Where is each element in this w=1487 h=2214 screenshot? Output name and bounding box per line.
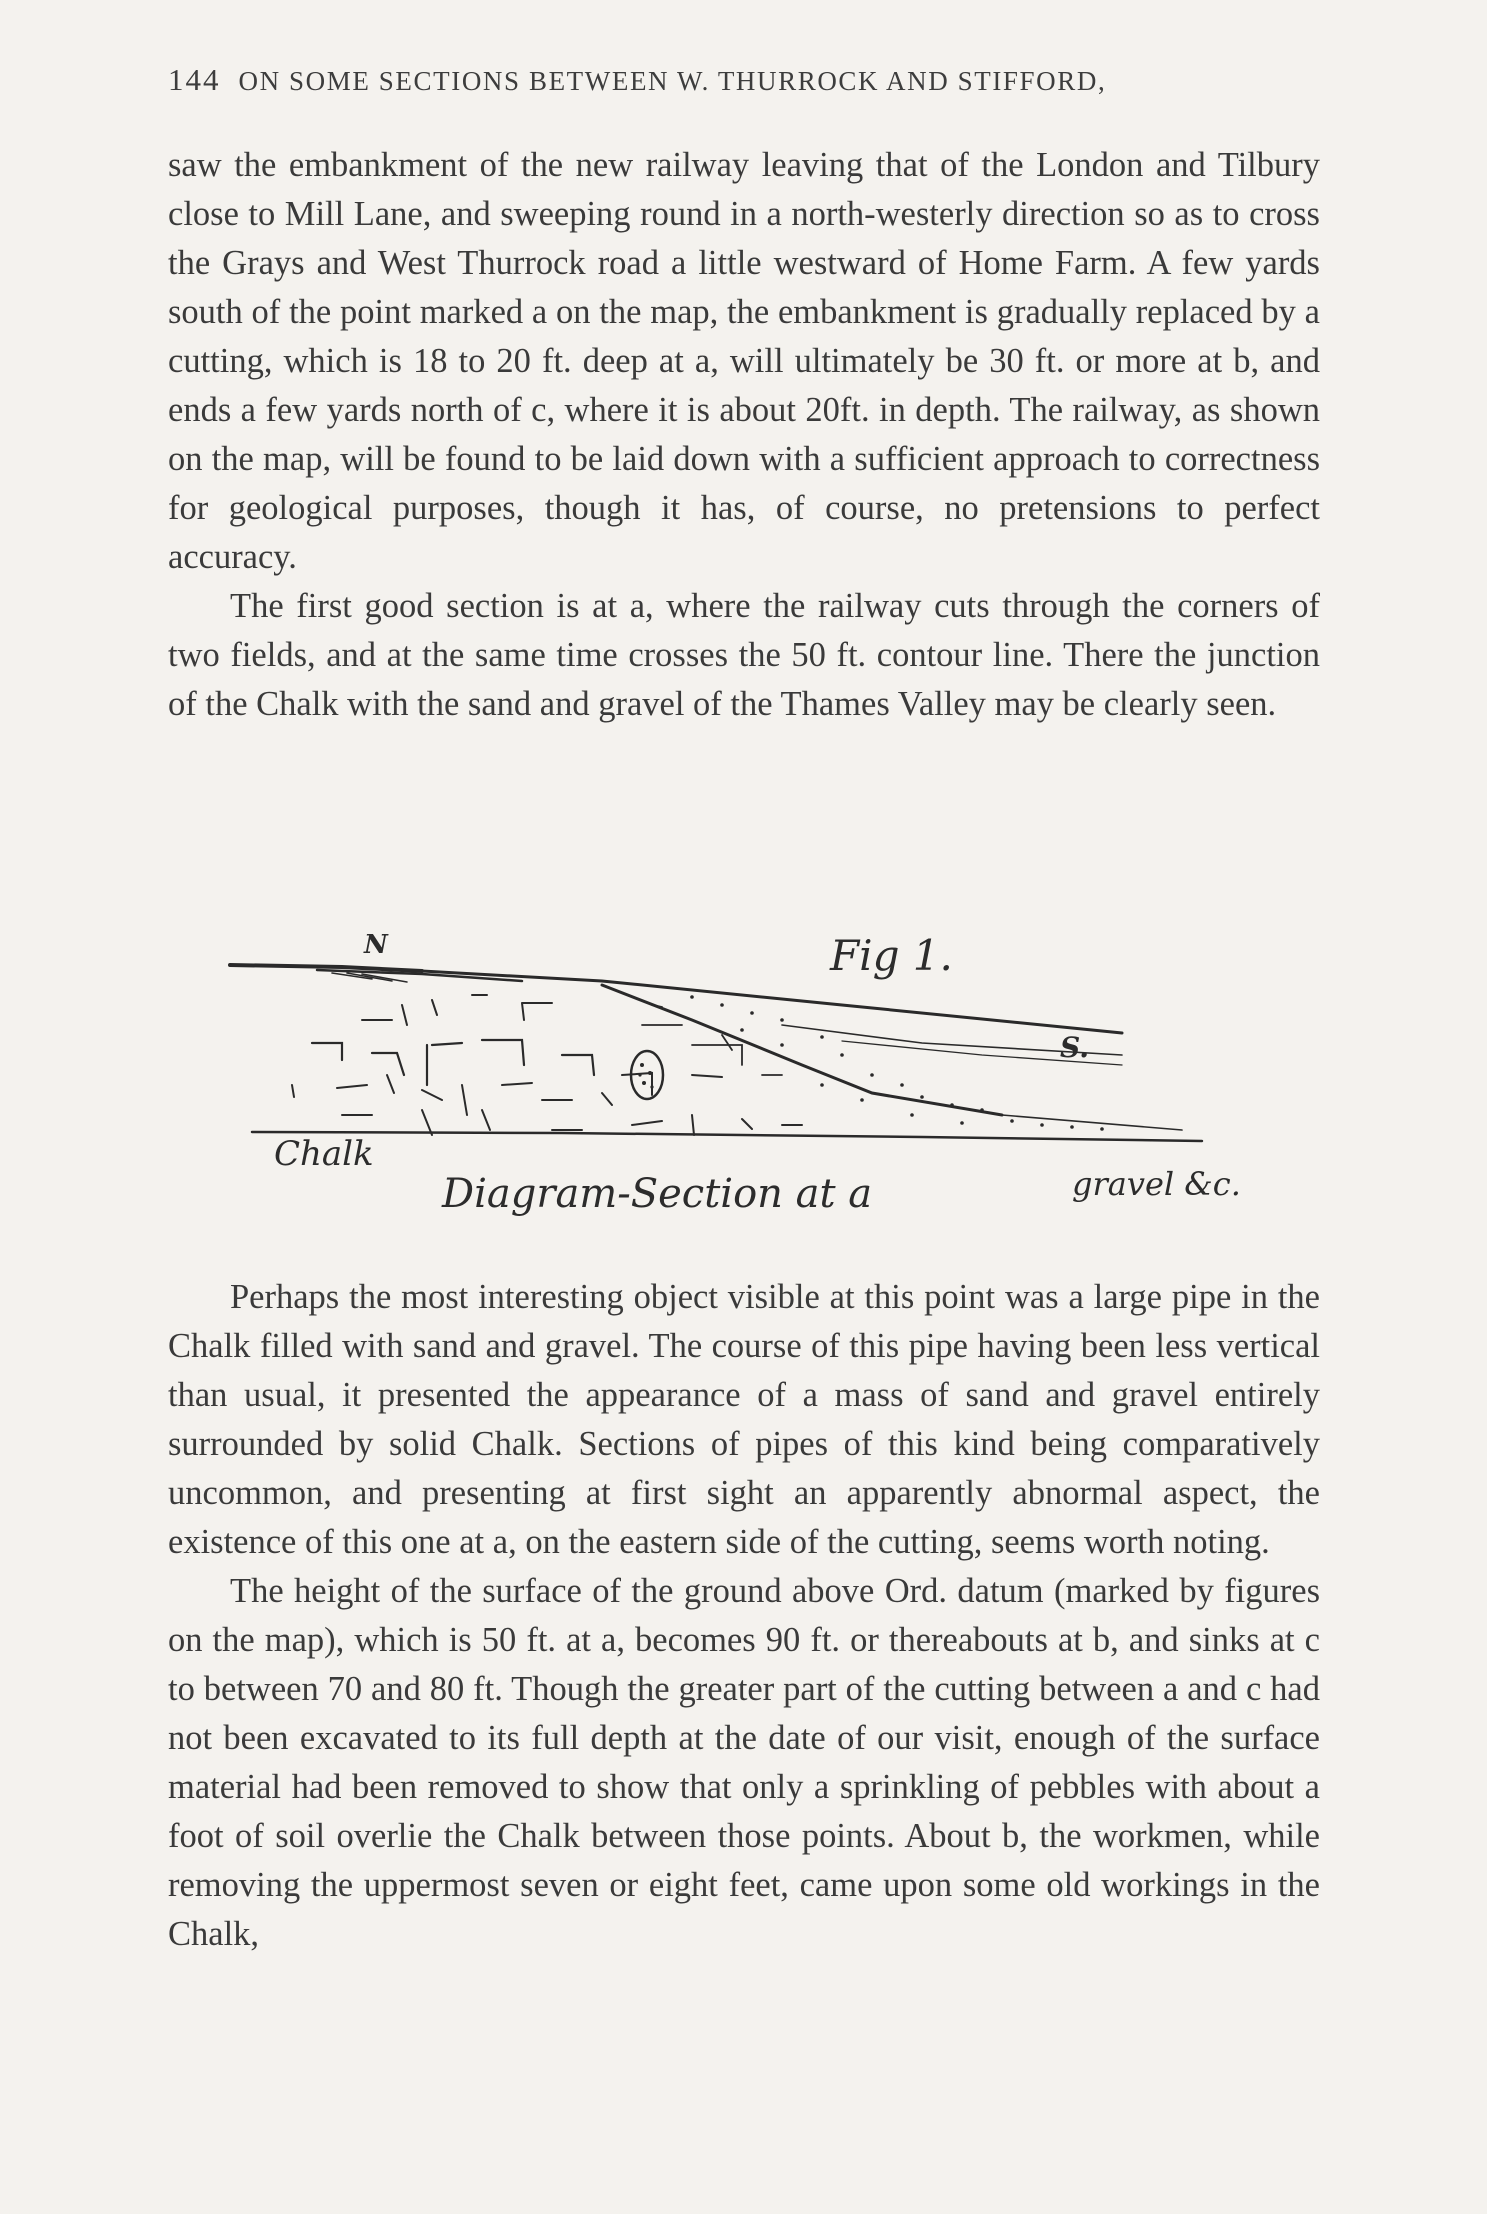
figure-caption: Diagram-Section at a (442, 1171, 873, 1217)
running-title: ON SOME SECTIONS BETWEEN W. THURROCK AND STIFFORD, (238, 66, 1107, 96)
figure-diagram-section (222, 925, 1292, 1245)
section-diagram (222, 925, 1292, 1245)
gravel-label: gravel &c. (1072, 1165, 1241, 1203)
figure-number-label: Fig 1. (830, 931, 953, 980)
text-block-bottom (168, 1273, 1320, 1959)
paragraph: Perhaps the most interesting object visible at this point was a large pipe in the Chalk filled with sand and gravel. The course of this pipe having been less vertical than usual, it presented the appearance of a mass of sand and gravel entirely surrounded by solid Chalk. Sections of pipes of this kind being comparatively uncommon, and presenting at first sight an apparently abnormal aspect, the existence of this one at a, on the eastern side of the cutting, seems worth noting. (168, 1278, 1320, 1561)
north-label: N (364, 930, 388, 960)
paragraph: saw the embankment of the new railway leaving that of the London and Tilbury close to Mill Lane, and sweeping round in a north-westerly direction so as to cross the Grays and West Thurrock road a little westward of Home Farm. A few yards south of the point marked a on the map, the embankment is gradually replaced by a cutting, which is 18 to 20 ft. deep at a, will ultimately be 30 ft. or more at b, and ends a few yards north of c, where it is about 20ft. in depth. The railway, as shown on the map, will be found to be laid down with a sufficient approach to correctness for geological purposes, though it has, of course, no pretensions to perfect accuracy. (168, 146, 1320, 576)
chalk-label: Chalk (274, 1134, 374, 1174)
running-head (168, 62, 1328, 98)
paragraph: The height of the surface of the ground above Ord. datum (marked by figures on the map), which is 50 ft. at a, becomes 90 ft. or thereabouts at b, and sinks at c to between 70 and 80 ft. Though the greater part of the cutting between a and c had not been excavated to its full depth at the date of our visit, enough of the surface material had been removed to show that only a sprinkling of pebbles with about a foot of soil overlie the Chalk between those points. About b, the workmen, while removing the uppermost seven or eight feet, came upon some old workings in the Chalk, (168, 1572, 1320, 1953)
paragraph: The first good section is at a, where the railway cuts through the corners of two fields, and at the same time crosses the 50 ft. contour line. There the junction of the Chalk with the sand and gravel of the Thames Valley may be clearly seen. (168, 587, 1320, 723)
text-block-top (168, 141, 1320, 729)
south-label: S. (1060, 1031, 1089, 1064)
page-number: 144 (168, 62, 221, 97)
